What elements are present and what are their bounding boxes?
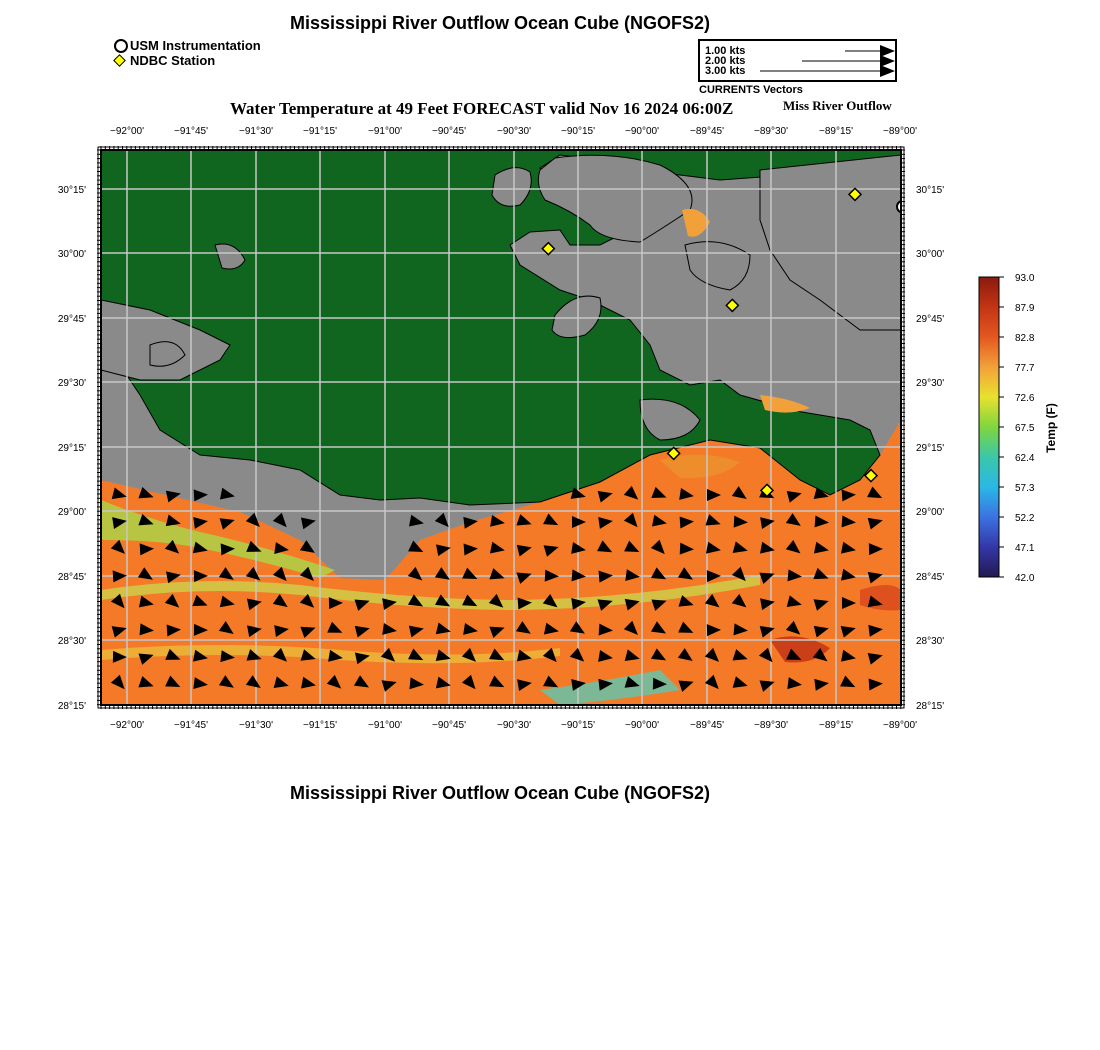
vector-scale-label: 3.00 kts [705, 65, 746, 77]
lon-label: −89°45' [690, 720, 724, 731]
colorbar-label: 87.9 [1015, 303, 1035, 314]
vector-scale-legend [698, 39, 897, 82]
lon-label: −90°30' [497, 720, 531, 731]
lat-label: 30°15' [916, 185, 945, 196]
colorbar-label: 52.2 [1015, 513, 1035, 524]
lat-label: 29°45' [57, 314, 86, 325]
lat-label: 30°00' [916, 249, 945, 260]
colorbar-label: 57.3 [1015, 483, 1035, 494]
lat-label: 30°00' [57, 249, 86, 260]
colorbar-label: 77.7 [1015, 363, 1035, 374]
lat-label: 28°15' [57, 701, 86, 712]
lon-label: −91°15' [303, 126, 337, 137]
lat-label: 28°45' [57, 572, 86, 583]
lon-label: −90°15' [561, 126, 595, 137]
lat-label: 28°45' [916, 572, 945, 583]
lon-label: −91°45' [174, 720, 208, 731]
lat-label: 29°30' [57, 378, 86, 389]
region-label: Miss River Outflow [783, 98, 892, 113]
marker-legend [112, 38, 261, 68]
lon-label: −89°30' [754, 126, 788, 137]
lat-label: 29°15' [57, 443, 86, 454]
lat-label: 29°00' [916, 507, 945, 518]
lon-label: −92°00' [110, 126, 144, 137]
lon-label: −92°00' [110, 720, 144, 731]
lon-labels-bottom [110, 720, 917, 731]
lon-label: −89°15' [819, 720, 853, 731]
lat-label: 29°30' [916, 378, 945, 389]
lat-labels-left [58, 185, 86, 712]
lon-label: −91°30' [239, 720, 273, 731]
legend-row-ndbc [112, 53, 261, 68]
bottom-title: Mississippi River Outflow Ocean Cube (NGOFS2) [289, 783, 711, 803]
ndbc-diamond-icon [112, 53, 128, 68]
lon-label: −89°00' [883, 720, 917, 731]
lon-label: −90°00' [625, 720, 659, 731]
colorbar-ramp [979, 277, 999, 577]
colorbar-title: Temp (F) [1044, 403, 1058, 453]
legend-label-ndbc: NDBC Station [130, 53, 216, 68]
vector-scale-label: 2.00 kts [705, 55, 746, 67]
vector-scale-arrowhead [880, 55, 895, 67]
lon-label: −91°45' [174, 126, 208, 137]
lon-label: −90°45' [432, 720, 466, 731]
lon-label: −90°30' [497, 126, 531, 137]
lon-label: −89°00' [883, 126, 917, 137]
lon-label: −89°45' [690, 126, 724, 137]
vector-legend-caption: CURRENTS Vectors [699, 84, 803, 96]
usm-instrument-marker [897, 201, 909, 213]
colorbar-ticks [999, 277, 1004, 577]
lon-label: −90°45' [432, 126, 466, 137]
colorbar-label: 93.0 [1015, 273, 1035, 284]
colorbar-label: 82.8 [1015, 333, 1035, 344]
lon-label: −91°00' [368, 720, 402, 731]
lat-label: 29°45' [916, 314, 945, 325]
temperature-colorbar [979, 273, 1058, 584]
lon-label: −91°15' [303, 720, 337, 731]
vector-scale-label: 1.00 kts [705, 45, 746, 57]
lat-label: 30°15' [57, 185, 86, 196]
lat-label: 28°30' [916, 636, 945, 647]
colorbar-label: 72.6 [1015, 393, 1035, 404]
vector-scale-arrowhead [880, 45, 895, 57]
lon-label: −91°00' [368, 126, 402, 137]
legend-row-usm [112, 38, 261, 53]
lon-label: −89°15' [819, 126, 853, 137]
lon-label: −90°00' [625, 126, 659, 137]
lat-labels-right [916, 185, 944, 712]
lat-label: 29°15' [916, 443, 945, 454]
lon-label: −90°15' [561, 720, 595, 731]
lon-label: −89°30' [754, 720, 788, 731]
colorbar-label: 62.4 [1015, 453, 1035, 464]
vector-scale-arrows [700, 41, 895, 80]
vector-scale-arrowhead [880, 65, 895, 77]
map-subtitle: Water Temperature at 49 Feet FORECAST valid Nov 16 2024 06:00Z [230, 99, 734, 118]
lat-label: 28°15' [916, 701, 945, 712]
lon-labels-top [110, 126, 917, 137]
usm-circle-icon [112, 38, 128, 53]
legend-label-usm: USM Instrumentation [130, 38, 261, 53]
page-title: Mississippi River Outflow Ocean Cube (NGOFS2) [289, 13, 711, 33]
lon-label: −91°30' [239, 126, 273, 137]
colorbar-label: 42.0 [1015, 573, 1035, 584]
lat-label: 28°30' [57, 636, 86, 647]
colorbar-label: 67.5 [1015, 423, 1035, 434]
colorbar-label: 47.1 [1015, 543, 1035, 554]
lat-label: 29°00' [57, 507, 86, 518]
warm-patch [860, 585, 901, 610]
